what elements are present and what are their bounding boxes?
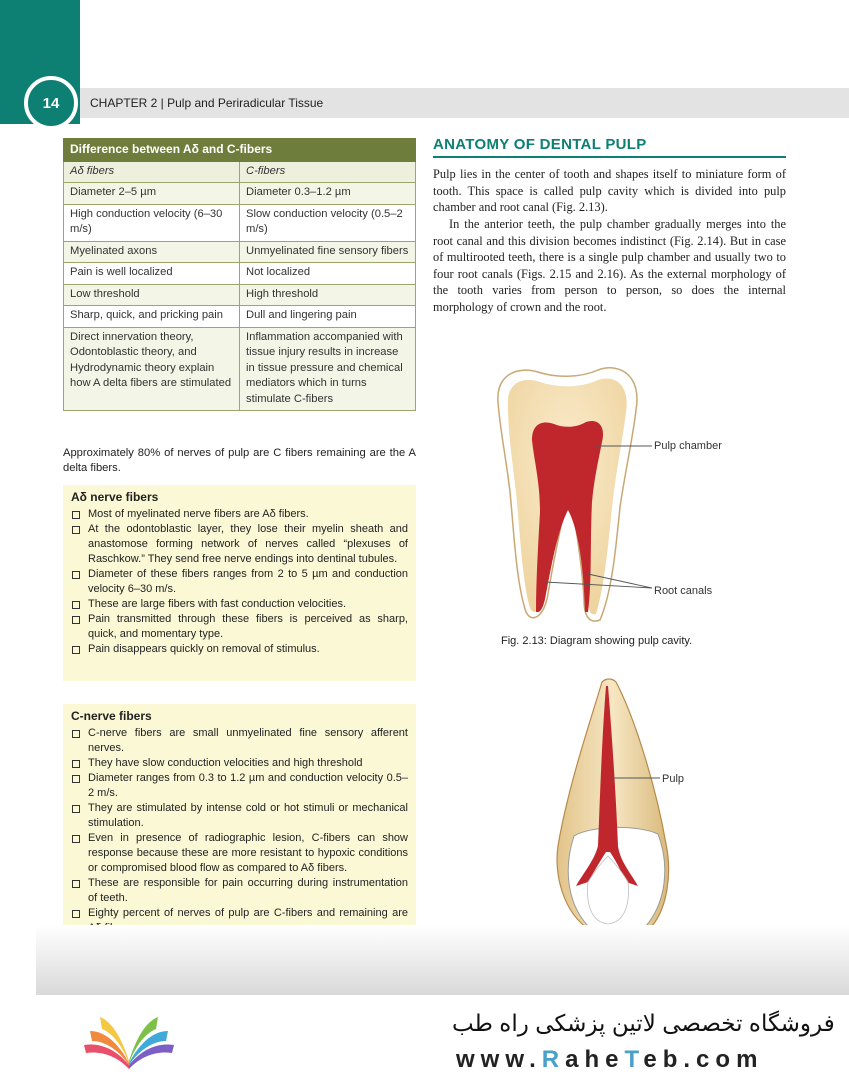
list-item: They have slow conduction velocities and high threshold xyxy=(71,756,408,771)
section-title: ANATOMY OF DENTAL PULP xyxy=(433,136,647,153)
table-cell: Unmyelinated fine sensory fibers xyxy=(240,241,416,263)
list-item: Diameter of these fibers ranges from 2 to 5 µm and conduction velocity 6–30 m/s. xyxy=(71,567,408,597)
anterior-tooth-diagram xyxy=(540,676,710,938)
table-cell: High threshold xyxy=(240,284,416,306)
paragraph-2: In the anterior teeth, the pulp chamber gradually merges into the root canal and this division becomes indistinct (Fig. 2.14). But in case of multirooted teeth, there is a single pulp chamber and usually two to four root canals (Figs. 2.15 and 2.16). As the external morphology of the tooth varies from person to person, so does the internal morphology of crown and the root. xyxy=(433,217,786,314)
a-delta-title: Aδ nerve fibers xyxy=(71,490,159,504)
table-cell: Diameter 0.3–1.2 µm xyxy=(240,183,416,205)
list-item: These are large fibers with fast conduction velocities. xyxy=(71,597,408,612)
footer-url[interactable] xyxy=(456,1046,763,1074)
url-part: T xyxy=(624,1046,644,1073)
table-cell: Dull and lingering pain xyxy=(240,306,416,328)
table-cell: Inflammation accompanied with tissue injury results in increase in tissue pressure and chemical mediators which in turns stimulate C-fibers xyxy=(240,327,416,411)
approx-paragraph: Approximately 80% of nerves of pulp are C fibers remaining are the A delta fibers. xyxy=(63,447,416,474)
book-logo-icon xyxy=(78,1003,180,1075)
table-title: Difference between Aδ and C-fibers xyxy=(64,139,416,162)
a-delta-box xyxy=(63,485,416,681)
chapter-heading: CHAPTER 2 | Pulp and Periradicular Tissue xyxy=(90,96,324,110)
table-col-header: Aδ fibers xyxy=(64,161,240,183)
table-col-header: C-fibers xyxy=(240,161,416,183)
footer-shade xyxy=(36,925,849,995)
list-item: Even in presence of radiographic lesion, C-fibers can show response because these are more resistant to hypoxic conditions or compromised blood flow as compared to Aδ fibers. xyxy=(71,831,408,876)
url-part: R xyxy=(541,1046,566,1073)
url-part: .com xyxy=(683,1046,764,1073)
table-cell: Low threshold xyxy=(64,284,240,306)
list-item: At the odontoblastic layer, they lose their myelin sheath and anastomose forming network of nerves called “plexuses of Raschkow.” They send free nerve endings into dentinal tubules. xyxy=(71,522,408,567)
list-item: Most of myelinated nerve fibers are Aδ fibers. xyxy=(71,507,408,522)
list-item: These are responsible for pain occurring during instrumentation of teeth. xyxy=(71,876,408,906)
list-item: C-nerve fibers are small unmyelinated fine sensory afferent nerves. xyxy=(71,726,408,756)
page-number: 14 xyxy=(24,76,78,130)
c-fiber-list xyxy=(71,726,408,936)
table-cell: Direct innervation theory, Odontoblastic theory, and Hydrodynamic theory explain how A delta fibers are stimulated xyxy=(64,327,240,411)
list-item: Pain disappears quickly on removal of stimulus. xyxy=(71,642,408,657)
list-item: They are stimulated by intense cold or hot stimuli or mechanical stimulation. xyxy=(71,801,408,831)
footer-persian-text: فروشگاه تخصصی لاتین پزشکی راه طب xyxy=(452,1010,835,1036)
list-item: Eighty percent of nerves of pulp are C-fibers and remaining are xyxy=(71,906,408,936)
table-cell: Pain is well localized xyxy=(64,263,240,285)
label-pulp: Pulp xyxy=(662,773,685,785)
table-cell: Diameter 2–5 µm xyxy=(64,183,240,205)
a-delta-list xyxy=(71,507,408,657)
table-cell: High conduction velocity (6–30 m/s) xyxy=(64,204,240,241)
url-part: www. xyxy=(456,1046,542,1073)
list-item: Pain transmitted through these fibers is perceived as sharp, quick, and momentary type. xyxy=(71,612,408,642)
section-rule xyxy=(433,156,786,158)
label-pulp-chamber: Pulp chamber xyxy=(654,440,722,452)
fiber-comparison-table xyxy=(63,138,416,411)
list-item: Diameter ranges from 0.3 to 1.2 µm and conduction velocity 0.5–2 m/s. xyxy=(71,771,408,801)
table-cell: Myelinated axons xyxy=(64,241,240,263)
c-fiber-box xyxy=(63,704,416,962)
url-part: eb xyxy=(643,1046,684,1073)
label-root-canals: Root canals xyxy=(654,585,713,597)
url-part: ahe xyxy=(565,1046,625,1073)
figure-caption-2-13: Fig. 2.13: Diagram showing pulp cavity. xyxy=(501,635,693,647)
table-cell: Sharp, quick, and pricking pain xyxy=(64,306,240,328)
paragraph-1: Pulp lies in the center of tooth and shapes itself to miniature form of tooth. This space is called pulp cavity which is divided into pulp chamber and root canal (Fig. 2.13). xyxy=(433,167,786,214)
c-fiber-title: C-nerve fibers xyxy=(71,709,152,723)
table-cell: Slow conduction velocity (0.5–2 m/s) xyxy=(240,204,416,241)
table-cell: Not localized xyxy=(240,263,416,285)
